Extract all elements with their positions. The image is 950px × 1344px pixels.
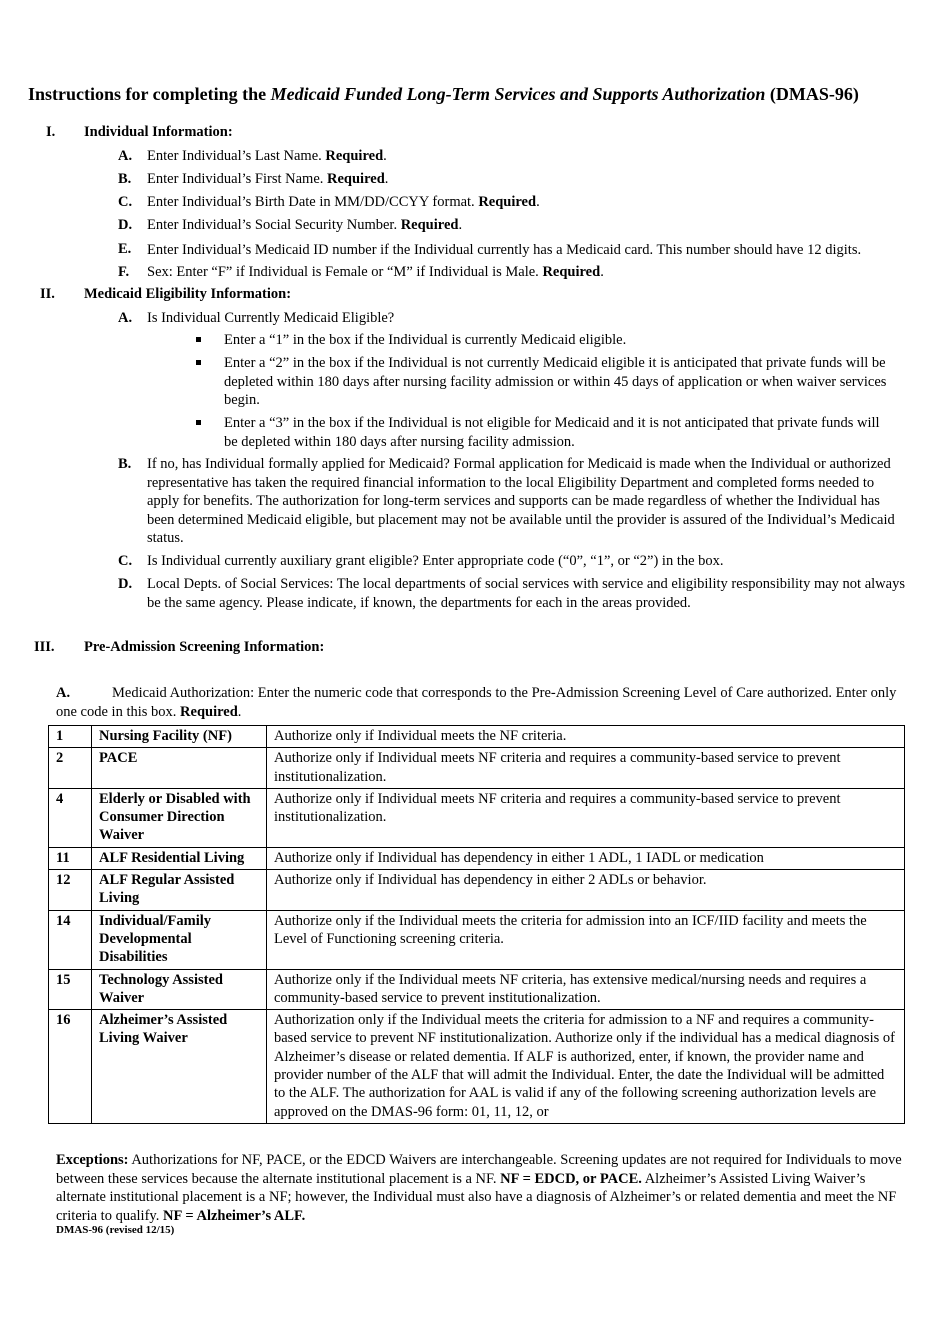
service-name-cell: PACE bbox=[92, 748, 267, 789]
table-row bbox=[49, 910, 905, 969]
section-3-item-a: A. Medicaid Authorization: Enter the numeric code that corresponds to the Pre-Admission Screening Level of Care authorized. Enter only one code in this box. Required. bbox=[56, 685, 897, 720]
section-1-number: I. bbox=[46, 124, 56, 140]
service-name-cell: Alzheimer’s Assisted Living Waiver bbox=[92, 1010, 267, 1124]
description-cell: Authorize only if Individual meets NF criteria and requires a community-based service to prevent institutionalization. bbox=[267, 748, 905, 789]
bullet-square-icon bbox=[196, 337, 201, 342]
code-cell: 1 bbox=[49, 726, 92, 748]
table-row bbox=[49, 748, 905, 789]
exceptions-note: Exceptions: Authorizations for NF, PACE, or the EDCD Waivers are interchangeable. Screening updates are not required for Individuals to move between these services because the alternate institutional placement is a NF. NF = EDCD, or PACE. Alzheimer’s Assisted Living Waiver’s alternate institutional placement is a NF; however, the Individual must also have a diagnosis of Alzheimer’s or related dementia and meet the NF criteria to qualify. NF = Alzheimer’s ALF. bbox=[56, 1152, 902, 1224]
code-cell: 2 bbox=[49, 748, 92, 789]
service-name-cell: ALF Regular Assisted Living bbox=[92, 870, 267, 911]
code-cell: 12 bbox=[49, 870, 92, 911]
description-cell: Authorize only if Individual has dependency in either 2 ADLs or behavior. bbox=[267, 870, 905, 911]
table-row bbox=[49, 726, 905, 748]
form-revision-footer: DMAS-96 (revised 12/15) bbox=[56, 1224, 175, 1236]
service-name-cell: Nursing Facility (NF) bbox=[92, 726, 267, 748]
page-title: Instructions for completing the Medicaid Funded Long-Term Services and Supports Authorization (DMAS-96) bbox=[28, 84, 859, 104]
table-row bbox=[49, 870, 905, 911]
code-cell: 15 bbox=[49, 969, 92, 1010]
section-2-heading: Medicaid Eligibility Information: bbox=[84, 286, 292, 302]
description-cell: Authorize only if the Individual meets NF criteria, has extensive medical/nursing needs and requires a community-based service to prevent institutionalization. bbox=[267, 969, 905, 1010]
code-cell: 4 bbox=[49, 788, 92, 847]
section-1-item-e: E. Enter Individual’s Medicaid ID number if the Individual currently has a Medicaid card. This number should have 12 digits. bbox=[118, 241, 862, 258]
service-name-cell: Elderly or Disabled with Consumer Direction Waiver bbox=[92, 788, 267, 847]
description-cell: Authorize only if the Individual meets the criteria for admission into an ICF/IID facility and meets the Level of Functioning screening criteria. bbox=[267, 910, 905, 969]
document-page: Instructions for completing the Medicaid Funded Long-Term Services and Supports Authorization (DMAS-96) I. Individual Information: A. Enter Individual’s Last Name. Required. B. Enter Individual’s First Name. Required. C. Enter Individual’s Birth Date in MM/DD/CCYY format. Required. D. Enter Individual’s Social Security Number. Required. E. Enter Individual’s Medicaid ID number if the Individual currently has a Medicaid card. This number should have 12 digits. F. Sex: Enter “F” if Individual is Female or “M” if Individual is Male. Required. II. Medicaid Eligibility Information: A. Is Individual Currently Medicaid Eligible? Enter a “1” in the box if the Individual is currently Medicaid eligible. Enter a “2” in the box if the Individual is not currently Medicaid eligible it is anticipated that private funds will be depleted within 180 days after nursing facility admission or within 45 days of application or when waiver services begin. Enter a “3” in the box if the Individual is not eligible for Medicaid and it is not anticipated that private funds will be depleted within 180 days after nursing facility admission. B. If no, has Individual formally applied for Medicaid? Formal application for Medicaid is made when the Individual or authorized representative has taken the required financial information to the local Eligibility Department and completed forms needed to apply for benefits. The authorization for long-term services and supports can be made regardless of whether the Individual has been determined Medicaid eligible, but placement may not be available until the provider is assured of the Individual’s Medicaid status. C. Is Individual currently auxiliary grant eligible? Enter appropriate code (“0”, “1”, or “2”) in the box. D. Local Depts. of Social Services: The local departments of social services with service and eligibility responsibility may not always be the same agency. Please indicate, if known, the departments for each in the areas provided. III. Pre-Admission Screening Information: A. Medicaid Authorization: Enter the numeric code that corresponds to the Pre-Admission Screening Level of Care authorized. Enter only one code in this box. Required. 1 Nursing Facility (NF) Authorize only if Individual meets the NF criteria. 2 PACE Authorize only if Individual meets NF criteria and requires a community-based service to prevent institutionalization. 4 Elderly or Disabled with Consumer Direction Waiver Authorize only if Individual meets NF criteria and requires a community-based service to prevent institutionalization. 11 ALF Residential Living Authorize only if Individual has dependency in either 1 ADL, 1 IADL or medication 12 ALF Regular Assisted Living Authorize only if Individual has dependency in either 2 ADLs or behavior. 14 Individual/Family Developmental Disabilities Authorize only if the Individual meets the criteria for admission into an ICF/IID facility and meets the Level of Functioning screening criteria. 15 Technology Assisted Waiver Authorize only if the Individual meets NF criteria, has extensive medical/nursing needs and requires a community-based service to prevent institutionalization. 16 Alzheimer’s Assisted Living Waiver Authorization only if the Individual meets the criteria for admission to a NF and requires a community-based service to prevent NF institutionalization. Authorize only if the individual has a medical diagnosis of Alzheimer’s disease or related dementia. If ALF is authorized, enter, if known, the provider name and provider number of the ALF that will admit the Individual. Enter, the date the Individual will be admitted to the ALF. The authorization for AAL is valid if any of the following screening authorization levels are approved on the DMAS-96 form: 01, 11, 12, or Exceptions: Authorizations for NF, PACE, or the EDCD Waivers are interchangeable. Screening updates are not required for Individuals to move between these services because the alternate institutional placement is a NF. NF = EDCD, or PACE. Alzheimer’s Assisted Living Waiver’s alternate institutional placement is a NF; however, the Individual must also have a diagnosis of Alzheimer’s or related dementia and meet the NF criteria to qualify. NF = Alzheimer’s ALF. DMAS-96 (revised 12/15) bbox=[0, 0, 950, 1344]
service-name-cell: Technology Assisted Waiver bbox=[92, 969, 267, 1010]
description-cell: Authorize only if Individual meets NF criteria and requires a community-based service to prevent institutionalization. bbox=[267, 788, 905, 847]
bullet-square-icon bbox=[196, 360, 201, 365]
section-3-heading: Pre-Admission Screening Information: bbox=[84, 639, 325, 655]
service-name-cell: ALF Residential Living bbox=[92, 847, 267, 869]
table-row bbox=[49, 1010, 905, 1124]
authorization-codes-table bbox=[48, 725, 905, 1124]
table-row bbox=[49, 969, 905, 1010]
code-cell: 14 bbox=[49, 910, 92, 969]
code-cell: 16 bbox=[49, 1010, 92, 1124]
description-cell: Authorize only if Individual meets the NF criteria. bbox=[267, 726, 905, 748]
description-cell: Authorization only if the Individual meets the criteria for admission to a NF and requires a community-based service to prevent NF institutionalization. Authorize only if the individual has a medical diagnosis of Alzheimer’s disease or related dementia. If ALF is authorized, enter, if known, the provider name and provider number of the ALF that will admit the Individual. Enter, the date the Individual will be admitted to the ALF. The authorization for AAL is valid if any of the following screening authorization levels are approved on the DMAS-96 form: 01, 11, 12, or bbox=[267, 1010, 905, 1124]
service-name-cell: Individual/Family Developmental Disabilities bbox=[92, 910, 267, 969]
table-row bbox=[49, 788, 905, 847]
bullet-square-icon bbox=[196, 420, 201, 425]
section-3-number: III. bbox=[34, 639, 55, 655]
description-cell: Authorize only if Individual has dependency in either 1 ADL, 1 IADL or medication bbox=[267, 847, 905, 869]
table-row bbox=[49, 847, 905, 869]
code-cell: 11 bbox=[49, 847, 92, 869]
section-1-heading: Individual Information: bbox=[84, 124, 233, 140]
section-2-number: II. bbox=[40, 286, 55, 302]
